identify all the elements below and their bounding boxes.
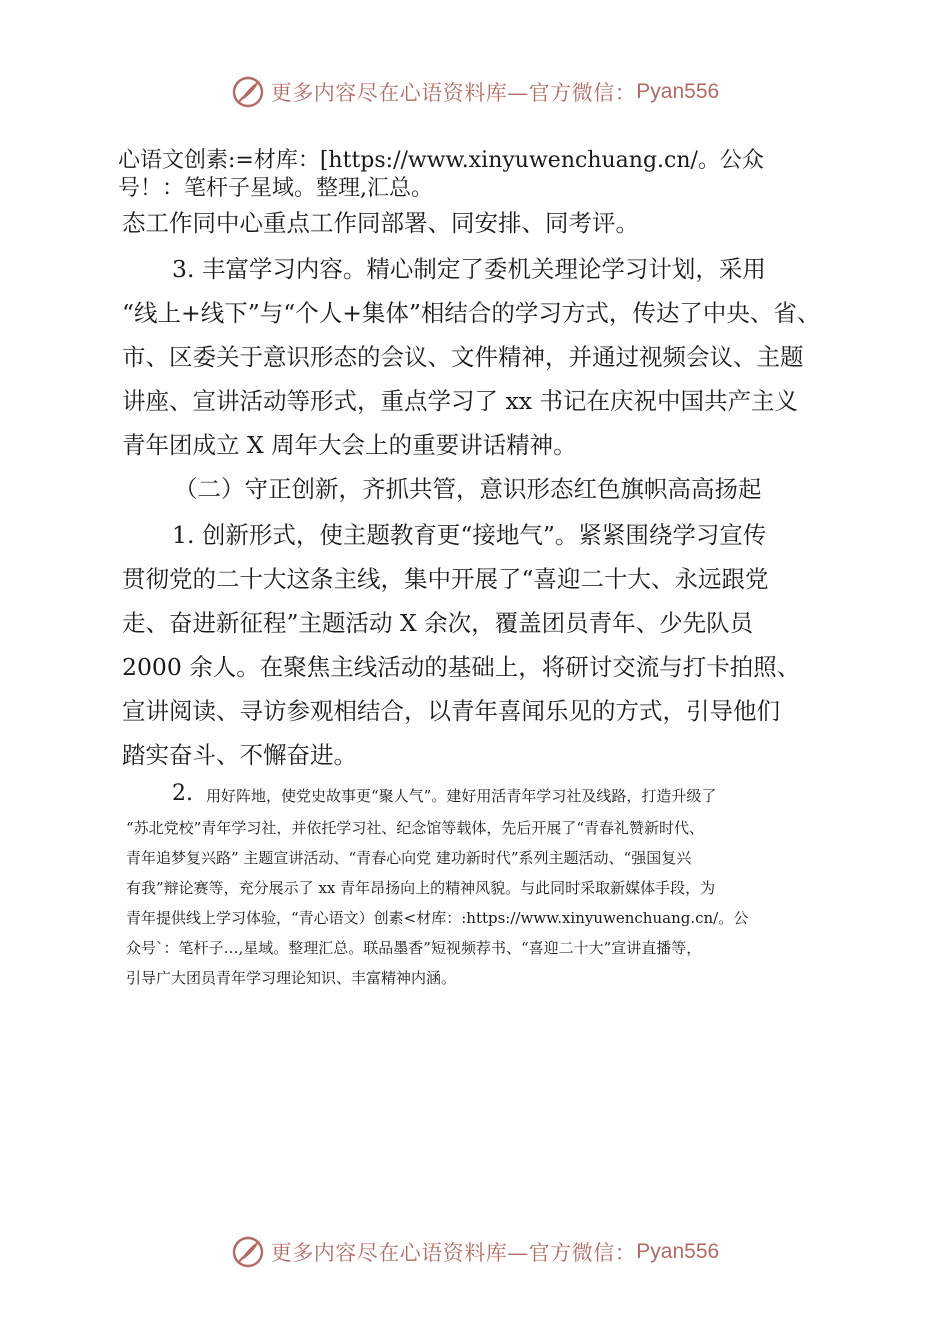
item-2-line: 众号`：笔杆子…,星域。整理汇总。联品墨香”短视频荐书、“喜迎二十大”宣讲直播等， — [126, 939, 702, 957]
body-line: 宣讲阅读、寻访参观相结合，以青年喜闻乐见的方式，引导他们 — [122, 697, 780, 725]
watermark-text: 更多内容尽在心语资料库—官方微信： — [270, 81, 637, 105]
watermark-wechat-id: Pyan556 — [636, 1240, 720, 1263]
watermark-wechat-id: Pyan556 — [636, 80, 720, 103]
body-line: 贯彻党的二十大这条主线，集中开展了“喜迎二十大、永远跟党 — [122, 565, 769, 593]
body-line: 走、奋进新征程”主题活动 X 余次，覆盖团员青年、少先队员 — [122, 609, 754, 637]
header-note-line-1: 心语文创素:=材库：[https://www.xinyuwenchuang.cn/。公众 — [118, 148, 764, 173]
body-line-item-3: 3. 丰富学习内容。精心制定了委机关理论学习计划，采用 — [172, 255, 766, 283]
body-line: 2000 余人。在聚焦主线活动的基础上，将研讨交流与打卡拍照、 — [122, 653, 801, 681]
body-line: 市、区委关于意识形态的会议、文件精神，并通过视频会议、主题 — [122, 343, 804, 371]
feather-pen-logo-icon — [231, 75, 265, 109]
item-2-line: 用好阵地，使党史故事更“聚人气”。建好用活青年学习社及线路，打造升级了 — [206, 787, 717, 805]
watermark-banner-top — [0, 70, 950, 114]
item-2-number: 2. — [172, 781, 193, 806]
item-2-line: “苏北党校”青年学习社，并依托学习社、纪念馆等载体，先后开展了“青春礼赞新时代、 — [126, 819, 705, 837]
header-note-line-2: 号！：笔杆子星域。整理,汇总。 — [118, 176, 433, 201]
item-2-line: 有我”辩论赛等，充分展示了 xx 青年昂扬向上的精神风貌。与此同时采取新媒体手段，为 — [126, 879, 716, 897]
item-2-line: 青年提供线上学习体验，“青心语文）创素<材库：:https://www.xinyuwenchuang.cn/。公 — [126, 909, 749, 927]
body-line: 态工作同中心重点工作同部署、同安排、同考评。 — [122, 209, 639, 237]
body-line: 讲座、宣讲活动等形式，重点学习了 xx 书记在庆祝中国共产主义 — [122, 387, 798, 415]
section-heading: （二）守正创新，齐抓共管，意识形态红色旗帜高高扬起 — [174, 475, 762, 503]
body-line-item-1: 1. 创新形式，使主题教育更“接地气”。紧紧围绕学习宣传 — [172, 521, 767, 549]
watermark-banner-bottom — [0, 1230, 950, 1274]
item-2-line: 引导广大团员青年学习理论知识、丰富精神内涵。 — [126, 969, 457, 987]
body-line: 踏实奋斗、不懈奋进。 — [122, 741, 357, 769]
body-line: “线上+线下”与“个人+集体”相结合的学习方式，传达了中央、省、 — [122, 299, 821, 327]
feather-pen-logo-icon — [231, 1235, 265, 1269]
body-line: 青年团成立 X 周年大会上的重要讲话精神。 — [122, 431, 577, 459]
item-2-line: 青年追梦复兴路” 主题宣讲活动、“青春心向党 建功新时代”系列主题活动、“强国复兴 — [126, 849, 692, 867]
watermark-text: 更多内容尽在心语资料库—官方微信： — [270, 1241, 637, 1265]
